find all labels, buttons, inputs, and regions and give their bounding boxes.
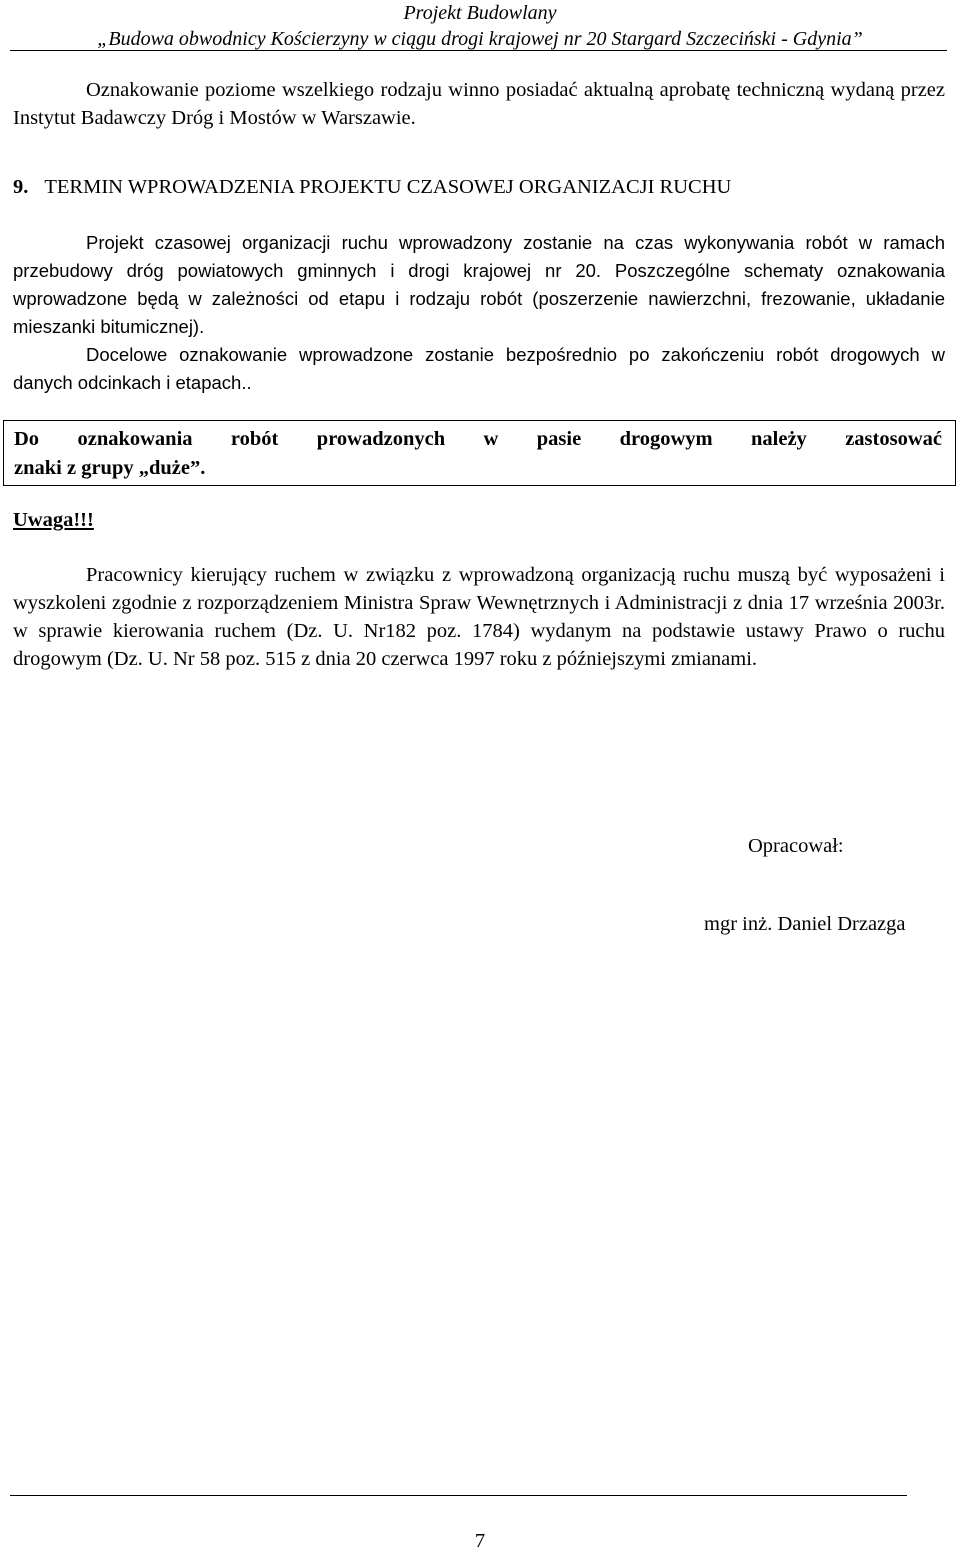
boxed-note bbox=[3, 420, 956, 486]
running-header bbox=[10, 0, 950, 52]
paragraph-temporary-organization: Projekt czasowej organizacji ruchu wprowadzony zostanie na czas wykonywania robót w ramach przebudowy dróg powiatowych gminnych i drogi krajowej nr 20. Poszczególne schematy oznakowania wprowadzone będą w zależności od etapu i rodzaju robót (poszerzenie nawierzchni, frezowanie, układanie mieszanki bitumicznej). bbox=[13, 232, 945, 337]
header-divider bbox=[10, 50, 947, 51]
header-project-title: „Budowa obwodnicy Kościerzyny w ciągu drogi krajowej nr 20 Stargard Szczeciński - Gdynia” bbox=[97, 28, 863, 50]
signature-label: Opracował: bbox=[748, 835, 844, 857]
page-number: 7 bbox=[474, 1530, 486, 1552]
warning-paragraph: Pracownicy kierujący ruchem w związku z wprowadzoną organizacją ruchu muszą być wyposażeni i wyszkoleni zgodnie z rozporządzeniem Ministra Spraw Wewnętrznych i Administracji z dnia 17 września 2003r. w sprawie kierowania ruchem (Dz. U. Nr182 poz. 1784) wydanym na podstawie ustawy Prawo o ruchu drogowym (Dz. U. Nr 58 poz. 515 z dnia 20 czerwca 1997 roku z późniejszymi zmianami. bbox=[13, 564, 945, 670]
header-project-type: Projekt Budowlany bbox=[403, 2, 557, 24]
footer-divider bbox=[10, 1495, 907, 1496]
boxed-note-line-1: Do oznakowania robót prowadzonych w pasie drogowym należy zastosować bbox=[14, 428, 942, 450]
boxed-note-line-2: znaki z grupy „duże”. bbox=[14, 457, 206, 479]
paragraph-target-marking: Docelowe oznakowanie wprowadzone zostanie bezpośrednio po zakończeniu robót drogowych w danych odcinkach i etapach.. bbox=[13, 344, 945, 393]
intro-paragraph: Oznakowanie poziome wszelkiego rodzaju winno posiadać aktualną aprobatę techniczną wydaną przez Instytut Badawczy Dróg i Mostów w Warszawie. bbox=[13, 79, 945, 129]
warning-label: Uwaga!!! bbox=[13, 509, 94, 531]
section-number: 9. bbox=[13, 176, 29, 198]
section-title: TERMIN WPROWADZENIA PROJEKTU CZASOWEJ ORGANIZACJI RUCHU bbox=[44, 176, 732, 198]
section-heading bbox=[13, 173, 731, 201]
signature-name: mgr inż. Daniel Drzazga bbox=[704, 913, 906, 935]
